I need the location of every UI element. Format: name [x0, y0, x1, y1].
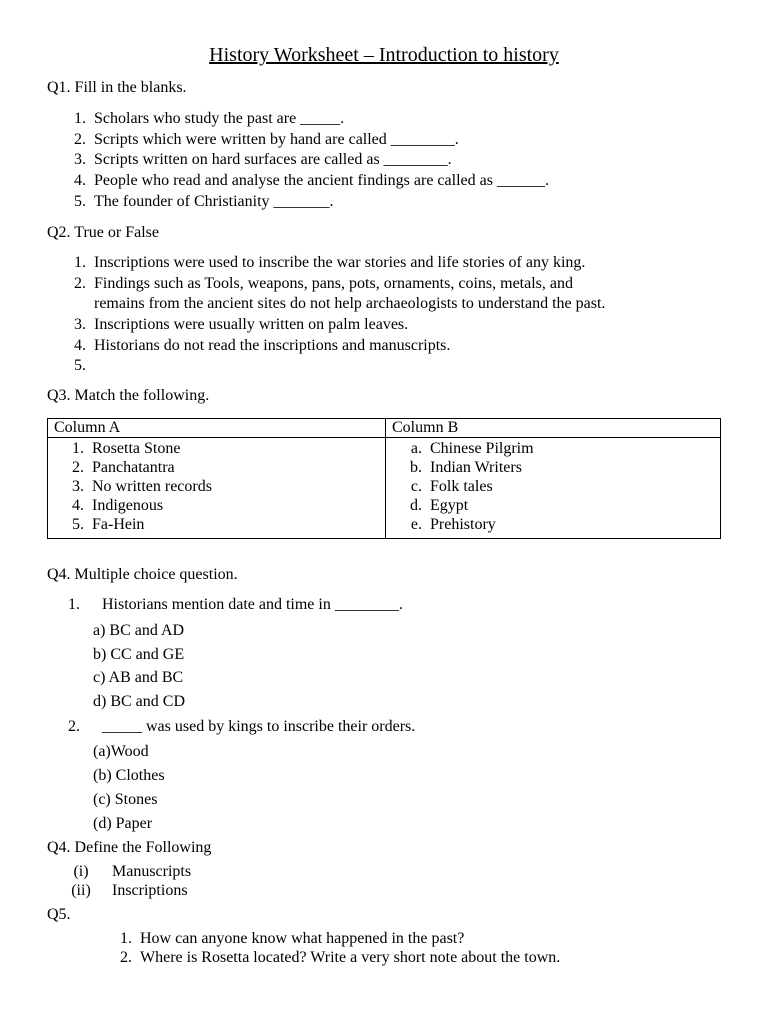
list-item: 2. Scripts which were written by hand are called ________. — [74, 131, 459, 148]
list-item: 4. People who read and analyse the ancient findings are called as ______. — [74, 172, 549, 189]
list-item: a. Chinese Pilgrim — [410, 440, 534, 457]
match-table — [47, 418, 721, 539]
list-item: 2. Panchatantra — [72, 459, 175, 476]
column-b-cell — [386, 438, 721, 539]
list-item: 4. Historians do not read the inscriptions and manuscripts. — [74, 337, 451, 354]
q4-define-heading: Q4. Define the Following — [47, 839, 212, 856]
list-item: 2. Findings such as Tools, weapons, pans, pots, ornaments, coins, metals, and — [74, 275, 573, 292]
list-item: 1. Inscriptions were used to inscribe the war stories and life stories of any king. — [74, 254, 586, 271]
list-item: 2. Where is Rosetta located? Write a very short note about the town. — [120, 949, 561, 966]
page-title: History Worksheet – Introduction to history — [209, 44, 559, 66]
list-item: 5. The founder of Christianity _______. — [74, 193, 334, 210]
mc-option: a) BC and AD — [93, 622, 185, 639]
list-item: 4. Indigenous — [72, 497, 164, 514]
list-item: 3. Scripts written on hard surfaces are called as ________. — [74, 151, 452, 168]
mc-option: b) CC and GE — [93, 646, 185, 663]
mc-option: (a)Wood — [93, 743, 149, 760]
mc-option: c) AB and BC — [93, 669, 184, 686]
list-item: 1. Rosetta Stone — [72, 440, 181, 457]
q5-heading: Q5. — [47, 906, 71, 923]
list-item: 1. How can anyone know what happened in the past? — [120, 930, 465, 947]
list-item: 3. Inscriptions were usually written on palm leaves. — [74, 316, 409, 333]
q4-heading: Q4. Multiple choice question. — [47, 566, 238, 583]
q3-heading: Q3. Match the following. — [47, 387, 210, 404]
list-item: d. Egypt — [410, 497, 469, 514]
list-item: 5. — [74, 357, 86, 374]
list-item: 1. Scholars who study the past are _____. — [74, 110, 345, 127]
mc-option: (c) Stones — [93, 791, 158, 808]
list-item: 3. No written records — [72, 478, 212, 495]
mc-question: 2. _____ was used by kings to inscribe their orders. — [68, 718, 416, 735]
list-item: (i) Manuscripts — [73, 863, 192, 880]
list-item: c. Folk tales — [410, 478, 493, 495]
list-item: b. Indian Writers — [410, 459, 522, 476]
list-item: (ii) Inscriptions — [71, 882, 188, 899]
mc-option: (b) Clothes — [93, 767, 165, 784]
list-item: e. Prehistory — [410, 516, 496, 533]
column-a-header: Column A — [48, 419, 386, 438]
list-item: remains from the ancient sites do not help archaeologists to understand the past. — [94, 295, 606, 312]
mc-option: (d) Paper — [93, 815, 153, 832]
list-item: 5. Fa-Hein — [72, 516, 145, 533]
column-a-cell — [48, 438, 386, 539]
mc-option: d) BC and CD — [93, 693, 185, 710]
q1-heading: Q1. Fill in the blanks. — [47, 79, 187, 96]
mc-question: 1. Historians mention date and time in ________. — [68, 596, 403, 613]
q2-heading: Q2. True or False — [47, 224, 160, 241]
column-b-header: Column B — [386, 419, 721, 438]
